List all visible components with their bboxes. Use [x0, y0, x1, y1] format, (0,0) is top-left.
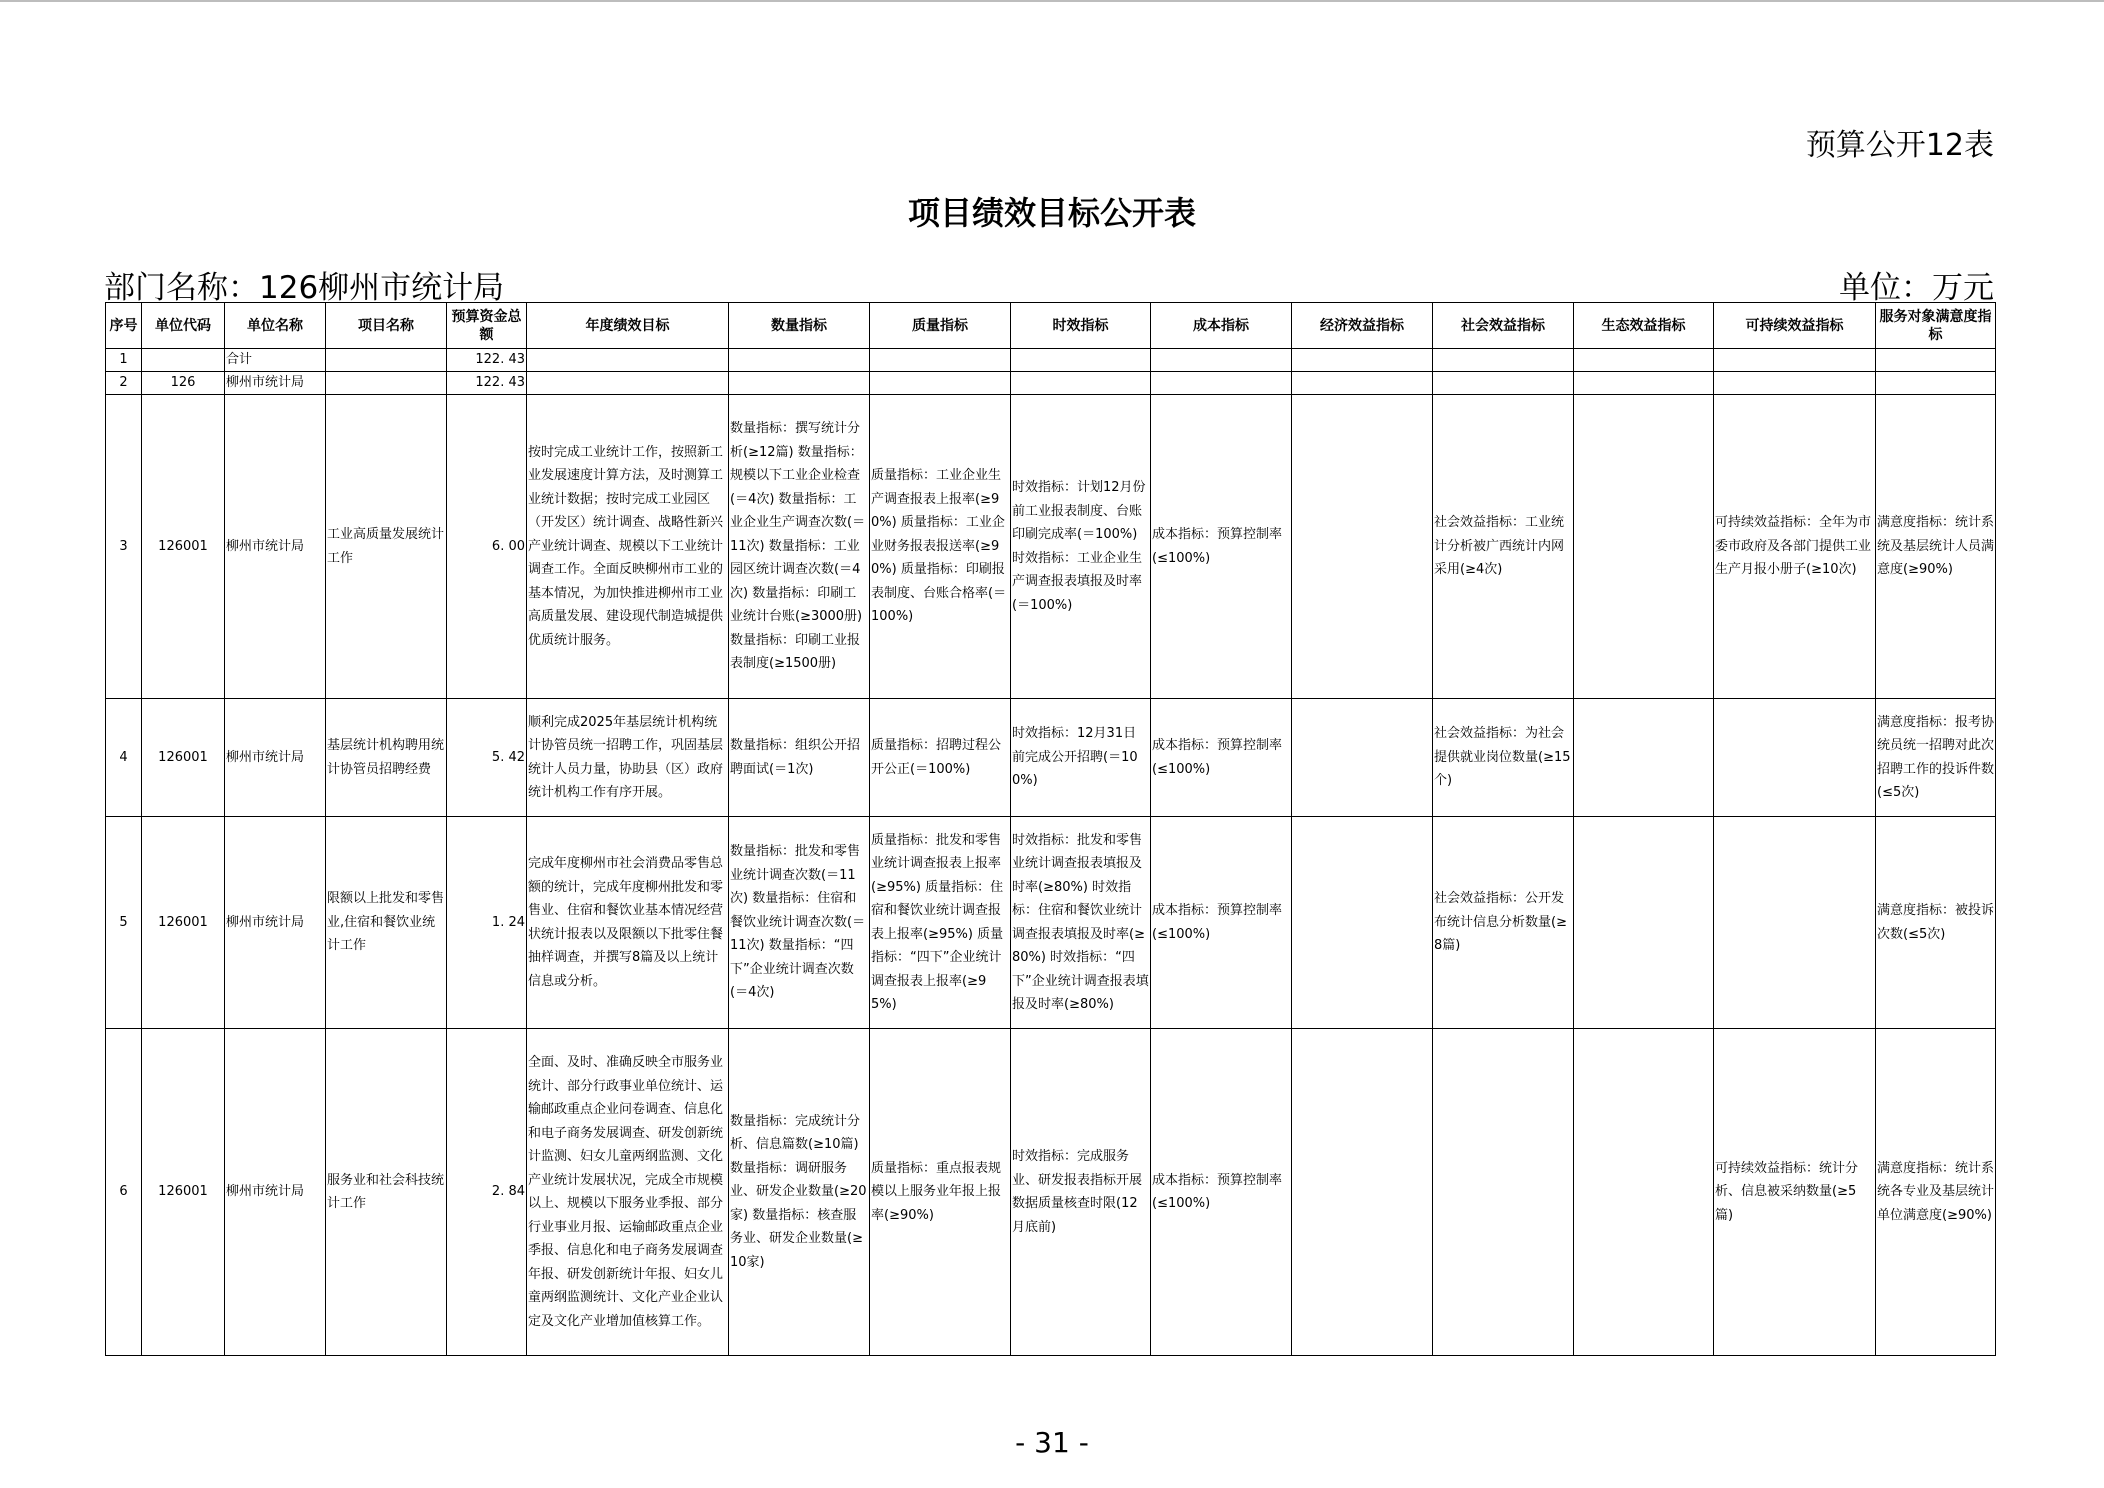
col-header-unit: 单位名称	[225, 303, 326, 349]
cell-sustainable	[1714, 372, 1876, 395]
cell-satisfaction	[1876, 372, 1996, 395]
cell-amount: 5. 42	[447, 699, 527, 817]
table-row	[106, 349, 1996, 372]
cell-cost	[1151, 349, 1292, 372]
cell-economic	[1292, 817, 1433, 1029]
cell-goal	[527, 372, 729, 395]
cell-satisfaction	[1876, 349, 1996, 372]
cell-project	[326, 349, 447, 372]
cell-quantity: 数量指标：完成统计分析、信息篇数(≥10篇) 数量指标：调研服务业、研发企业数量(≥20家) 数量指标：核查服务业、研发企业数量(≥10家)	[729, 1029, 870, 1356]
cell-quality: 质量指标：工业企业生产调查报表上报率(≥90%) 质量指标：工业企业财务报表报送率(≥90%) 质量指标：印刷报表制度、台账合格率(＝100%)	[870, 395, 1011, 699]
cell-ecological	[1574, 1029, 1714, 1356]
col-header-cost: 成本指标	[1151, 303, 1292, 349]
cell-quantity: 数量指标：撰写统计分析(≥12篇) 数量指标：规模以下工业企业检查(＝4次) 数量指标：工业企业生产调查次数(＝11次) 数量指标：工业园区统计调查次数(＝4次) 数量指标：印刷工业统计台账(≥3000册) 数量指标：印刷工业报表制度(≥1500册)	[729, 395, 870, 699]
cell-unit: 柳州市统计局	[225, 699, 326, 817]
cell-quality	[870, 349, 1011, 372]
cell-sustainable: 可持续效益指标：统计分析、信息被采纳数量(≥5篇)	[1714, 1029, 1876, 1356]
col-header-satisfaction: 服务对象满意度指标	[1876, 303, 1996, 349]
cell-quantity	[729, 372, 870, 395]
page-number: - 31 -	[1015, 1426, 1089, 1459]
cell-no: 4	[106, 699, 142, 817]
col-header-timeliness: 时效指标	[1011, 303, 1151, 349]
cell-social: 社会效益指标：工业统计分析被广西统计内网采用(≥4次)	[1433, 395, 1574, 699]
cell-ecological	[1574, 372, 1714, 395]
cell-no: 1	[106, 349, 142, 372]
cell-goal: 顺利完成2025年基层统计机构统计协管员统一招聘工作，巩固基层统计人员力量，协助县（区）政府统计机构工作有序开展。	[527, 699, 729, 817]
cell-social	[1433, 1029, 1574, 1356]
cell-quantity	[729, 349, 870, 372]
cell-economic	[1292, 349, 1433, 372]
cell-social: 社会效益指标：公开发布统计信息分析数量(≥8篇)	[1433, 817, 1574, 1029]
cell-cost: 成本指标：预算控制率(≤100%)	[1151, 1029, 1292, 1356]
cell-project: 限额以上批发和零售业,住宿和餐饮业统计工作	[326, 817, 447, 1029]
cell-ecological	[1574, 699, 1714, 817]
table-row	[106, 395, 1996, 699]
cell-code: 126	[142, 372, 225, 395]
cell-economic	[1292, 372, 1433, 395]
cell-timeliness	[1011, 372, 1151, 395]
cell-no: 5	[106, 817, 142, 1029]
col-header-no: 序号	[106, 303, 142, 349]
cell-economic	[1292, 1029, 1433, 1356]
cell-cost	[1151, 372, 1292, 395]
form-number: 预算公开12表	[1805, 128, 1994, 163]
cell-no: 6	[106, 1029, 142, 1356]
col-header-amount: 预算资金总额	[447, 303, 527, 349]
table-header-row	[106, 303, 1996, 349]
cell-amount: 6. 00	[447, 395, 527, 699]
cell-timeliness: 时效指标：批发和零售业统计调查报表填报及时率(≥80%) 时效指标：住宿和餐饮业统计调查报表填报及时率(≥80%) 时效指标：“四下”企业统计调查报表填报及时率(≥80%)	[1011, 817, 1151, 1029]
cell-code: 126001	[142, 817, 225, 1029]
cell-no: 2	[106, 372, 142, 395]
cell-social	[1433, 349, 1574, 372]
cell-satisfaction: 满意度指标：报考协统员统一招聘对此次招聘工作的投诉件数(≤5次)	[1876, 699, 1996, 817]
cell-quantity: 数量指标：批发和零售业统计调查次数(＝11次) 数量指标：住宿和餐饮业统计调查次数(＝11次) 数量指标：“四下”企业统计调查次数(＝4次)	[729, 817, 870, 1029]
cell-unit: 柳州市统计局	[225, 395, 326, 699]
col-header-social: 社会效益指标	[1433, 303, 1574, 349]
cell-goal: 完成年度柳州市社会消费品零售总额的统计，完成年度柳州批发和零售业、住宿和餐饮业基本情况经营状统计报表以及限额以下批零住餐抽样调查，并撰写8篇及以上统计信息或分析。	[527, 817, 729, 1029]
col-header-project: 项目名称	[326, 303, 447, 349]
cell-sustainable	[1714, 349, 1876, 372]
cell-satisfaction: 满意度指标：统计系统各专业及基层统计单位满意度(≥90%)	[1876, 1029, 1996, 1356]
col-header-goal: 年度绩效目标	[527, 303, 729, 349]
cell-cost: 成本指标：预算控制率(≤100%)	[1151, 817, 1292, 1029]
cell-sustainable	[1714, 699, 1876, 817]
unit-label: 单位：万元	[1839, 270, 1994, 306]
cell-timeliness: 时效指标：12月31日前完成公开招聘(＝100%)	[1011, 699, 1151, 817]
col-header-ecological: 生态效益指标	[1574, 303, 1714, 349]
table-row	[106, 817, 1996, 1029]
cell-ecological	[1574, 395, 1714, 699]
top-rule	[0, 0, 2104, 2]
cell-sustainable	[1714, 817, 1876, 1029]
cell-code: 126001	[142, 395, 225, 699]
cell-quality: 质量指标：批发和零售业统计调查报表上报率(≥95%) 质量指标：住宿和餐饮业统计调查报表上报率(≥95%) 质量指标：“四下”企业统计调查报表上报率(≥95%)	[870, 817, 1011, 1029]
cell-quantity: 数量指标：组织公开招聘面试(＝1次)	[729, 699, 870, 817]
cell-goal: 按时完成工业统计工作，按照新工业发展速度计算方法，及时测算工业统计数据；按时完成工业园区（开发区）统计调查、战略性新兴产业统计调查、规模以下工业统计调查工作。全面反映柳州市工业的基本情况，为加快推进柳州市工业高质量发展、建设现代制造城提供优质统计服务。	[527, 395, 729, 699]
cell-satisfaction: 满意度指标：被投诉次数(≤5次)	[1876, 817, 1996, 1029]
table-row	[106, 699, 1996, 817]
cell-code	[142, 349, 225, 372]
cell-economic	[1292, 699, 1433, 817]
cell-amount: 122. 43	[447, 372, 527, 395]
cell-timeliness: 时效指标：计划12月份前工业报表制度、台账印刷完成率(＝100%) 时效指标：工业企业生产调查报表填报及时率(＝100%)	[1011, 395, 1151, 699]
cell-unit: 合计	[225, 349, 326, 372]
col-header-sustainable: 可持续效益指标	[1714, 303, 1876, 349]
cell-satisfaction: 满意度指标：统计系统及基层统计人员满意度(≥90%)	[1876, 395, 1996, 699]
cell-project: 服务业和社会科技统计工作	[326, 1029, 447, 1356]
table-row	[106, 1029, 1996, 1356]
cell-timeliness	[1011, 349, 1151, 372]
col-header-economic: 经济效益指标	[1292, 303, 1433, 349]
cell-project: 工业高质量发展统计工作	[326, 395, 447, 699]
cell-no: 3	[106, 395, 142, 699]
cell-timeliness: 时效指标：完成服务业、研发报表指标开展数据质量核查时限(12月底前)	[1011, 1029, 1151, 1356]
performance-table	[105, 302, 1996, 1356]
cell-ecological	[1574, 349, 1714, 372]
cell-code: 126001	[142, 699, 225, 817]
cell-quality	[870, 372, 1011, 395]
page-title: 项目绩效目标公开表	[907, 194, 1196, 232]
cell-goal	[527, 349, 729, 372]
department-label: 部门名称：126柳州市统计局	[104, 270, 505, 306]
cell-unit: 柳州市统计局	[225, 372, 326, 395]
cell-economic	[1292, 395, 1433, 699]
cell-amount: 122. 43	[447, 349, 527, 372]
cell-social	[1433, 372, 1574, 395]
col-header-quality: 质量指标	[870, 303, 1011, 349]
cell-social: 社会效益指标：为社会提供就业岗位数量(≥15个)	[1433, 699, 1574, 817]
cell-unit: 柳州市统计局	[225, 1029, 326, 1356]
cell-unit: 柳州市统计局	[225, 817, 326, 1029]
cell-project	[326, 372, 447, 395]
cell-project: 基层统计机构聘用统计协管员招聘经费	[326, 699, 447, 817]
cell-quality: 质量指标：重点报表规模以上服务业年报上报率(≥90%)	[870, 1029, 1011, 1356]
cell-goal: 全面、及时、准确反映全市服务业统计、部分行政事业单位统计、运输邮政重点企业问卷调查、信息化和电子商务发展调查、研发创新统计监测、妇女儿童两纲监测、文化产业统计发展状况，完成全市规模以上、规模以下服务业季报、部分行业事业月报、运输邮政重点企业季报、信息化和电子商务发展调查年报、研发创新统计年报、妇女儿童两纲监测统计、文化产业企业认定及文化产业增加值核算工作。	[527, 1029, 729, 1356]
cell-amount: 2. 84	[447, 1029, 527, 1356]
cell-sustainable: 可持续效益指标：全年为市委市政府及各部门提供工业生产月报小册子(≥10次)	[1714, 395, 1876, 699]
cell-cost: 成本指标：预算控制率(≤100%)	[1151, 395, 1292, 699]
col-header-code: 单位代码	[142, 303, 225, 349]
col-header-quantity: 数量指标	[729, 303, 870, 349]
cell-amount: 1. 24	[447, 817, 527, 1029]
cell-quality: 质量指标：招聘过程公开公正(＝100%)	[870, 699, 1011, 817]
cell-ecological	[1574, 817, 1714, 1029]
table-row	[106, 372, 1996, 395]
cell-cost: 成本指标：预算控制率(≤100%)	[1151, 699, 1292, 817]
cell-code: 126001	[142, 1029, 225, 1356]
